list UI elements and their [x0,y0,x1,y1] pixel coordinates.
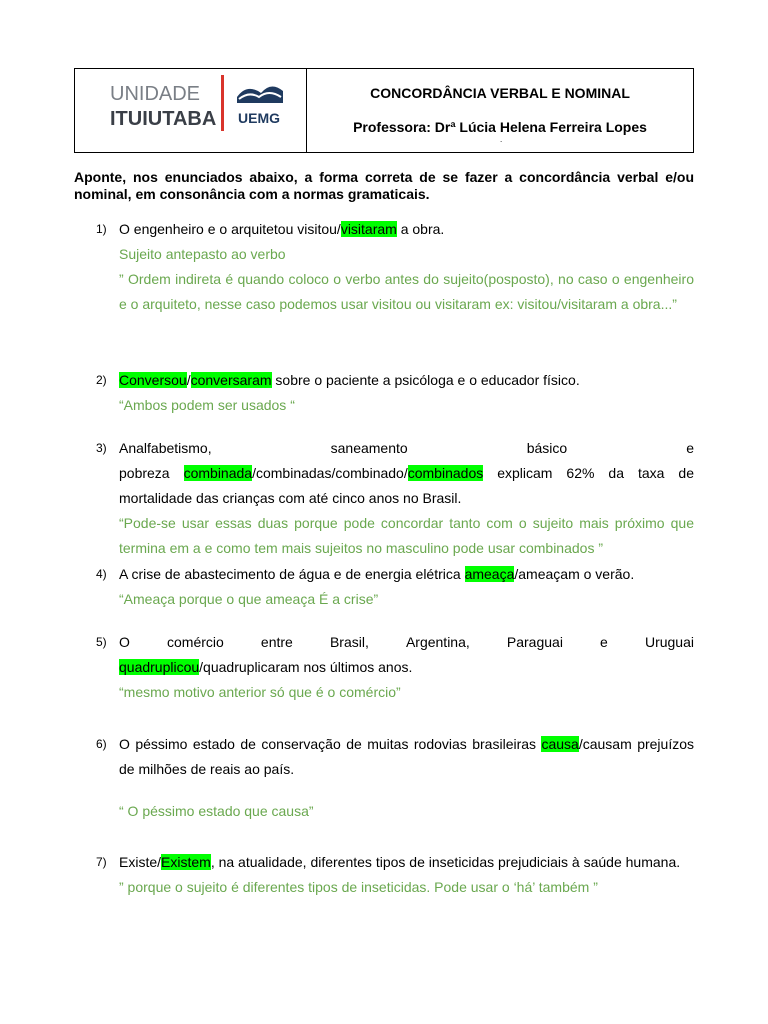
list-item-6 [96,732,694,824]
list-item-5 [96,630,694,705]
item-number: 5) [96,635,107,649]
item-answer: ” porque o sujeito é diferentes tipos de inseticidas. Pode usar o ‘há’ também ” [119,879,598,895]
item-number: 2) [96,373,107,387]
instruction-text: Aponte, nos enunciados abaixo, a forma correta de se fazer a concordância verbal e/ou nominal, em consonância com a normas gramaticais. [74,169,694,202]
item-number: 1) [96,222,107,236]
highlighted-answer: visitaram [340,221,397,237]
logo-badge: UEMG [238,110,280,126]
item-question-line1: O comércio entre Brasil, Argentina, Paraguai e Uruguai [119,634,694,650]
item-question-line1: Analfabetismo, saneamento básico e [119,440,694,456]
list-item-7 [96,850,694,900]
item-number: 4) [96,567,107,581]
list-item-1 [96,217,694,317]
item-answer: “Ameaça porque o que ameaça É a crise” [119,591,379,607]
logo-cell [75,69,307,152]
document-title: CONCORDÂNCIA VERBAL E NOMINAL [370,85,630,101]
item-answer: Sujeito antepasto ao verbo [119,246,286,262]
title-cell [307,69,693,152]
item-question: quadruplicou/quadruplicaram nos últimos anos. [119,659,413,675]
list-item-2 [96,368,694,418]
uemg-logo [75,69,307,153]
item-number: 7) [96,855,107,869]
item-answer: “mesmo motivo anterior só que é o comércio” [119,684,401,700]
item-number: 3) [96,441,107,455]
item-answer: “Pode-se usar essas duas porque pode concordar tanto com o sujeito mais próximo que termina em a e como tem mais sujeitos no masculino pode usar combinados ” [119,515,694,556]
item-question: Existe/Existem, na atualidade, diferentes tipos de inseticidas prejudiciais à saúde humana. [119,854,681,870]
item-answer-explanation: ” Ordem indireta é quando coloco o verbo antes do sujeito(posposto), no caso o engenheiro e o arquiteto, nesse caso podemos usar visitou ou visitaram ex: visitou/visitaram a obra...” [119,271,694,312]
item-question: pobreza combinada/combinadas/combinado/combinados explicam 62% da taxa de mortalidade das crianças com até cinco anos no Brasil. [119,465,694,506]
header-table [74,68,694,153]
item-question: Conversou/conversaram sobre o paciente a psicóloga e o educador físico. [119,372,580,388]
item-answer: “ O péssimo estado que causa” [119,803,314,819]
list-item-3 [96,436,694,561]
stray-dot: . [500,135,503,144]
item-question: A crise de abastecimento de água e de energia elétrica ameaça/ameaçam o verão. [119,566,635,582]
item-question: O péssimo estado de conservação de muitas rodovias brasileiras causa/causam prejuízos de milhões de reais ao país. [119,736,694,777]
item-question: O engenheiro e o arquitetou visitou/visitaram a obra. [119,221,445,237]
logo-divider [221,75,224,131]
logo-line2: ITUIUTABA [110,108,217,130]
list-item-4 [96,562,694,612]
uemg-emblem-icon [237,86,283,103]
item-number: 6) [96,737,107,751]
professor-name: Professora: Drª Lúcia Helena Ferreira Lopes [353,119,647,135]
item-answer: “Ambos podem ser usados “ [119,397,295,413]
logo-line1: UNIDADE [110,83,201,105]
